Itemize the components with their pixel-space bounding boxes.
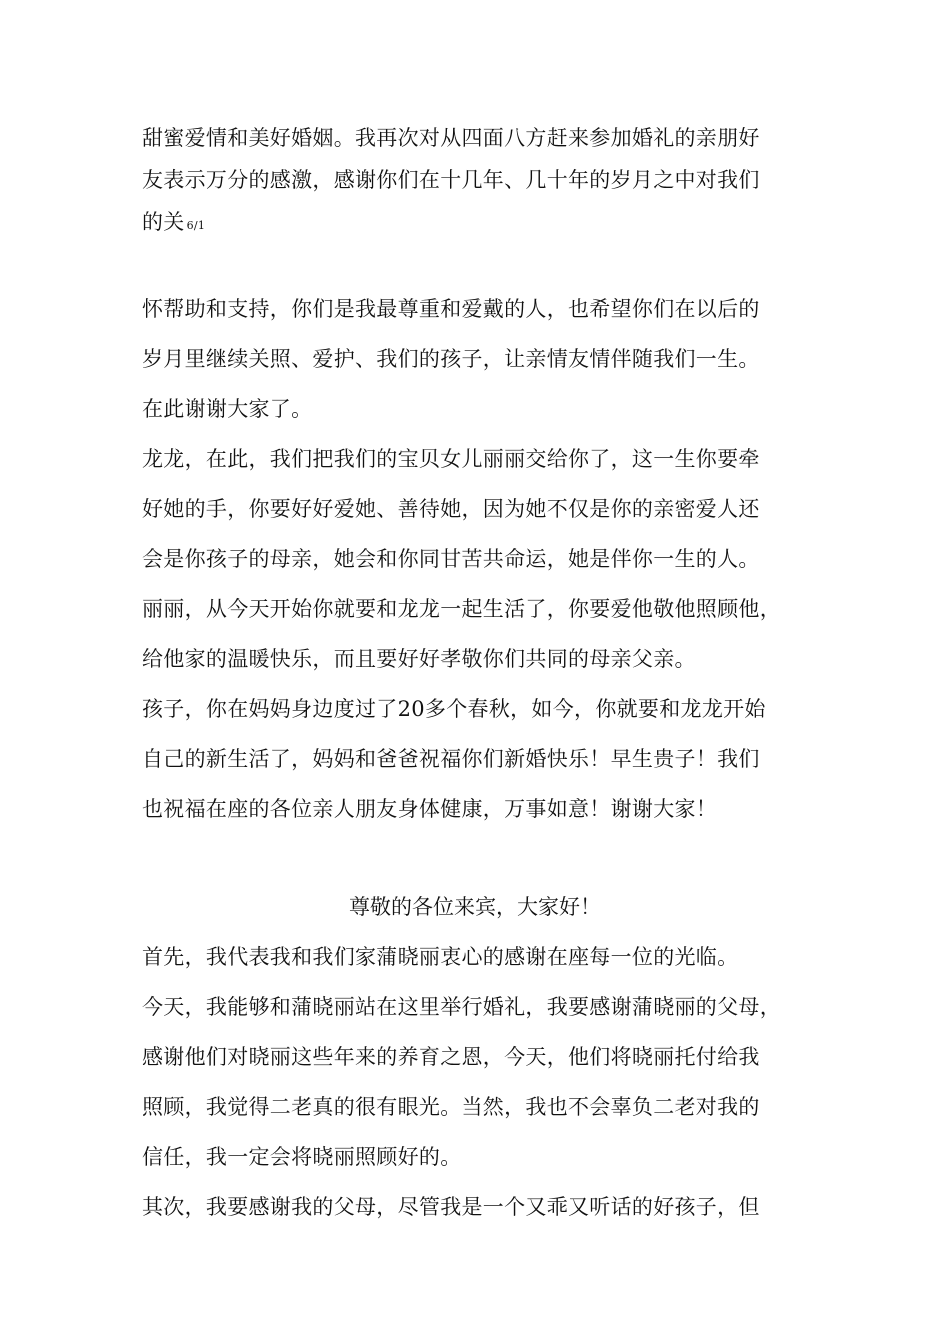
page-marker: 6/1: [186, 219, 206, 232]
text-line: 照顾，我觉得二老真的很有眼光。当然，我也不会辜负二老对我的: [142, 1095, 760, 1119]
text-line: 怀帮助和支持，你们是我最尊重和爱戴的人，也希望你们在以后的: [142, 297, 760, 321]
text-line: 甜蜜爱情和美好婚姻。我再次对从四面八方赶来参加婚礼的亲朋好: [142, 126, 760, 150]
text-line: 首先，我代表我和我们家蒲晓丽衷心的感谢在座每一位的光临。: [142, 945, 739, 969]
text-line: [142, 208, 205, 240]
text-line: 会是你孩子的母亲，她会和你同甘苦共命运，她是伴你一生的人。: [142, 547, 760, 571]
text-line: 信任，我一定会将晓丽照顾好的。: [142, 1145, 462, 1169]
section-heading: 尊敬的各位来宾，大家好！: [349, 895, 601, 919]
text-line: 友表示万分的感激，感谢你们在十几年、几十年的岁月之中对我们: [142, 168, 760, 192]
text-line: 今天，我能够和蒲晓丽站在这里举行婚礼，我要感谢蒲晓丽的父母，: [142, 995, 781, 1019]
text-line: 龙龙，在此，我们把我们的宝贝女儿丽丽交给你了，这一生你要牵: [142, 447, 760, 471]
text-fragment: 的关: [142, 210, 185, 234]
text-line: 好她的手，你要好好爱她、善待她，因为她不仅是你的亲密爱人还: [142, 497, 760, 521]
text-line: 在此谢谢大家了。: [142, 397, 313, 421]
text-line: 孩子，你在妈妈身边度过了20多个春秋，如今，你就要和龙龙开始: [142, 697, 766, 721]
text-line: 也祝福在座的各位亲人朋友身体健康，万事如意！谢谢大家！: [142, 797, 718, 821]
text-line: 感谢他们对晓丽这些年来的养育之恩，今天，他们将晓丽托付给我: [142, 1045, 760, 1069]
text-line: 岁月里继续关照、爱护、我们的孩子，让亲情友情伴随我们一生。: [142, 347, 760, 371]
text-line: 给他家的温暖快乐，而且要好好孝敬你们共同的母亲父亲。: [142, 647, 696, 671]
text-line: 自己的新生活了，妈妈和爸爸祝福你们新婚快乐！早生贵子！我们: [142, 747, 760, 771]
text-line: 其次，我要感谢我的父母，尽管我是一个又乖又听话的好孩子，但: [142, 1195, 760, 1219]
text-line: 丽丽，从今天开始你就要和龙龙一起生活了，你要爱他敬他照顾他，: [142, 597, 781, 621]
